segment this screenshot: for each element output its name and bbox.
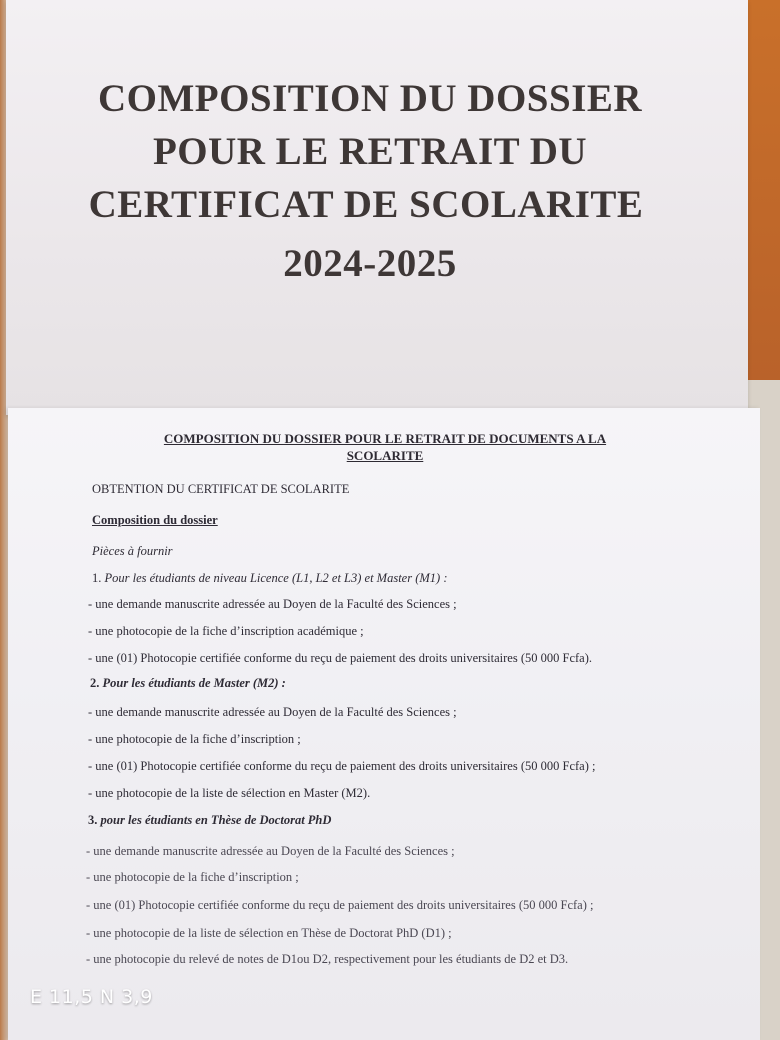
poster-title-line: CERTIFICAT DE SCOLARITE [88,183,644,226]
list-item: - une photocopie du relevé de notes de D1ou D2, respectivement pour les étudiants de D2 et D3. [86,952,569,966]
document-sheet [8,408,760,1040]
list-item: - une (01) Photocopie certifiée conforme du reçu de paiement des droits universitaires (50 000 Fcfa) ; [88,759,596,773]
list-item: - une photocopie de la liste de sélection en Master (M2). [88,786,371,800]
poster-year: 2024-2025 [283,242,457,285]
section-title [92,570,448,586]
list-item: - une photocopie de la fiche d’inscription ; [86,870,299,884]
section-title-text: pour les étudiants en Thèse de Doctorat PhD [100,813,332,827]
obtention-heading: OBTENTION DU CERTIFICAT DE SCOLARITE [92,482,350,496]
gps-coordinates-overlay: E 11,5 N 3,9 [30,986,153,1008]
list-item: - une photocopie de la fiche d’inscription ; [88,732,301,746]
poster-title [60,72,680,290]
section-number: 2. [90,676,100,690]
document-heading [100,430,670,464]
section-title [88,812,331,828]
list-item: - une photocopie de la liste de sélection en Thèse de Doctorat PhD (D1) ; [86,926,452,940]
list-item: - une demande manuscrite adressée au Doyen de la Faculté des Sciences ; [88,597,457,611]
section-title-text: Pour les étudiants de Master (M2) : [102,676,286,690]
list-item: - une (01) Photocopie certifiée conforme du reçu de paiement des droits universitaires (50 000 Fcfa) ; [86,898,594,912]
section-title [90,675,286,691]
document-heading-line: COMPOSITION DU DOSSIER POUR LE RETRAIT DE DOCUMENTS A LA [163,431,607,446]
composition-heading: Composition du dossier [92,513,218,527]
list-item: - une photocopie de la fiche d’inscription académique ; [88,624,364,638]
list-item: - une (01) Photocopie certifiée conforme du reçu de paiement des droits universitaires (50 000 Fcfa). [88,651,592,665]
section-title-text: Pour les étudiants de niveau Licence (L1, L2 et L3) et Master (M1) : [104,571,448,585]
section-number: 3. [88,813,98,827]
poster-title-line: POUR LE RETRAIT DU [152,130,588,173]
document-heading-line: SCOLARITE [346,448,424,463]
pieces-heading: Pièces à fournir [92,544,173,558]
list-item: - une demande manuscrite adressée au Doyen de la Faculté des Sciences ; [88,705,457,719]
list-item: - une demande manuscrite adressée au Doyen de la Faculté des Sciences ; [86,844,455,858]
poster-title-line: COMPOSITION DU DOSSIER [97,77,643,120]
section-number: 1. [92,571,102,585]
